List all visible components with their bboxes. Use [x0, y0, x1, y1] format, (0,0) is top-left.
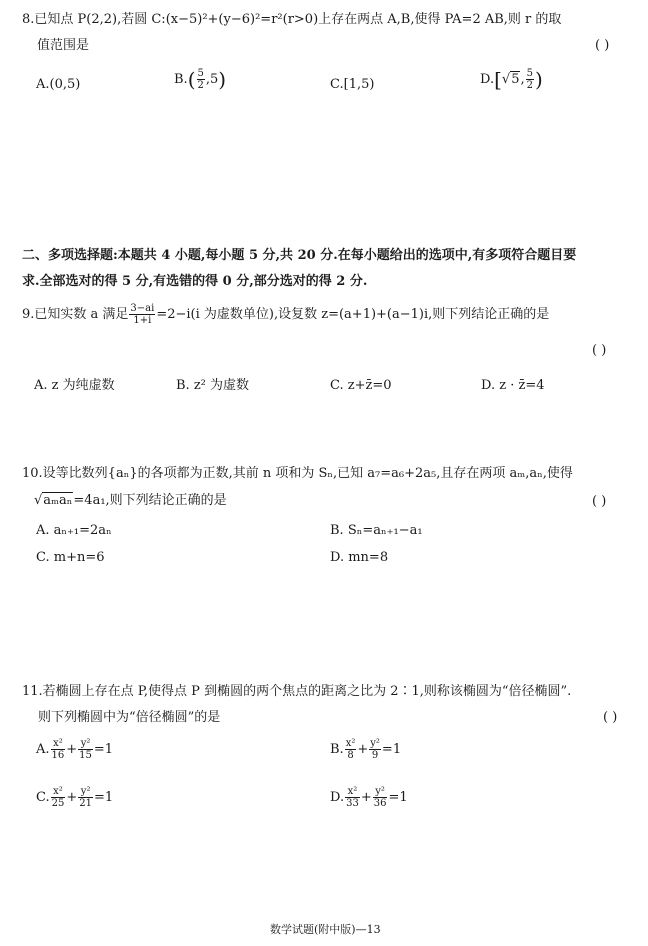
- q8-option-d: D.[√5, $\frac{5}{2}$ ): [480, 67, 543, 92]
- q11-option-a: A. $\frac{\text{x²}}{16}$ + $\frac{\text{y²}}{15}$ =1: [36, 738, 114, 761]
- q9-option-c: C. z+z̄=0: [330, 378, 392, 393]
- q8-option-c: C.[1,5): [330, 77, 375, 92]
- q8-answer-paren: ( ): [595, 38, 610, 53]
- q11-answer-paren: ( ): [603, 710, 618, 725]
- q10-option-a: A. aₙ₊₁=2aₙ: [36, 523, 112, 538]
- q11-option-c: C. $\frac{\text{x²}}{25}$ + $\frac{\text{y²}}{21}$ =1: [36, 786, 114, 809]
- page-footer: 数学试题(附中版)—13: [270, 923, 381, 936]
- q10-option-d: D. mn=8: [330, 550, 389, 565]
- section2-heading-line1: 二、多项选择题:本题共 4 小题,每小题 5 分,共 20 分.在每小题给出的选项中,有多项符合题目要: [22, 248, 577, 263]
- q8-option-b: B.( $\frac{5}{2}$ ,5): [174, 67, 227, 92]
- q9-option-b: B. z² 为虚数: [176, 378, 250, 393]
- q9-stem: 9.已知实数 a 满足 $\frac{3-ai}{1+i}$ =2−i(i 为虚数单位),设复数 z=(a+1)+(a−1)i,则下列结论正确的是: [22, 303, 550, 326]
- q11-stem-line1: 11.若椭圆上存在点 P,使得点 P 到椭圆的两个焦点的距离之比为 2∶1,则称该椭圆为“倍径椭圆”.: [22, 684, 572, 699]
- q11-option-b: B. $\frac{\text{x²}}{8}$ + $\frac{\text{y²}}{9}$ =1: [330, 738, 402, 761]
- q8-stem-line2: 值范围是: [37, 38, 90, 53]
- q10-option-b: B. Sₙ=aₙ₊₁−a₁: [330, 523, 423, 538]
- q9-option-d: D. z · z̄=4: [481, 378, 545, 393]
- q10-stem-line2: √aₘaₙ=4a₁,则下列结论正确的是: [34, 493, 227, 508]
- q10-answer-paren: ( ): [592, 494, 607, 509]
- q9-option-a: A. z 为纯虚数: [34, 378, 115, 393]
- section2-heading-line2: 求.全部选对的得 5 分,有选错的得 0 分,部分选对的得 2 分.: [22, 274, 368, 289]
- q8-stem-line1: 8.已知点 P(2,2),若圆 C:(x−5)²+(y−6)²=r²(r>0)上存在两点 A,B,使得 PA=2 AB,则 r 的取: [22, 12, 562, 27]
- q10-option-c: C. m+n=6: [36, 550, 105, 565]
- q10-stem-line1: 10.设等比数列{aₙ}的各项都为正数,其前 n 项和为 Sₙ,已知 a₇=a₆+2a₅,且存在两项 aₘ,aₙ,使得: [22, 466, 573, 481]
- q11-stem-line2: 则下列椭圆中为“倍径椭圆”的是: [38, 710, 221, 725]
- q9-answer-paren: ( ): [592, 343, 607, 358]
- q8-option-a: A.(0,5): [36, 77, 81, 92]
- q11-option-d: D. $\frac{\text{x²}}{33}$ + $\frac{\text{y²}}{36}$ =1: [330, 786, 408, 809]
